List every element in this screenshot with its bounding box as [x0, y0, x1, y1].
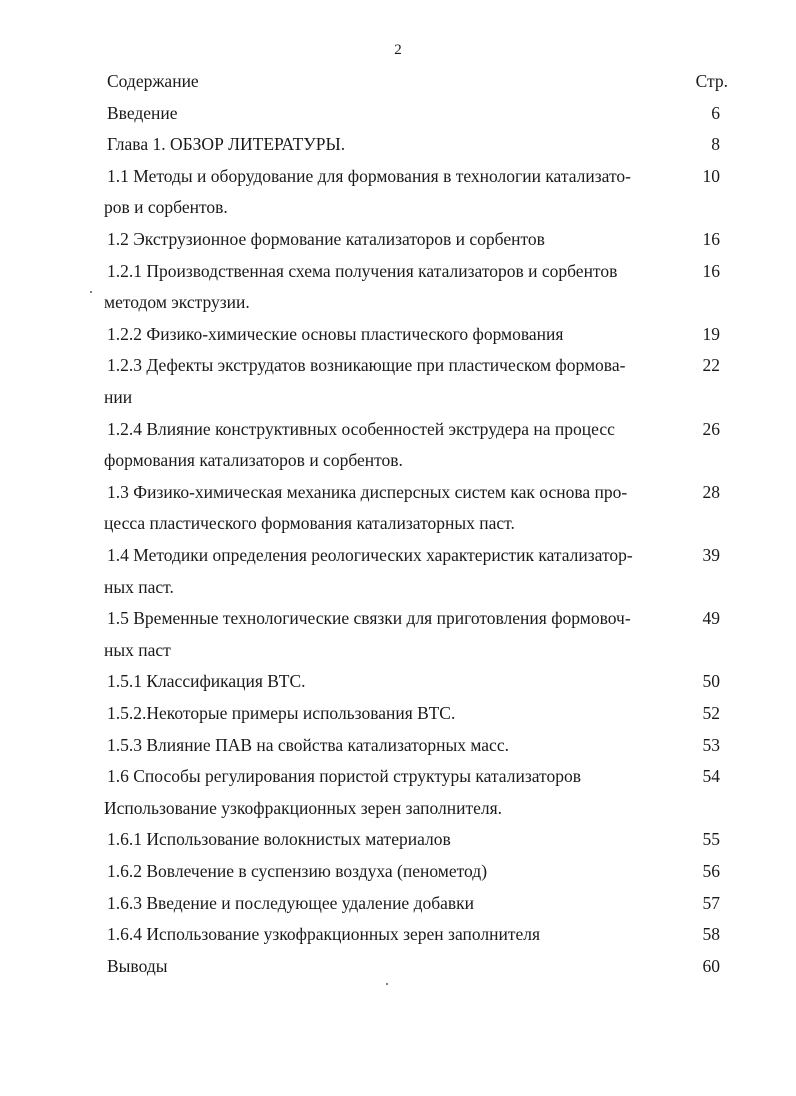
toc-entry-page: 10	[702, 165, 720, 186]
toc-entry-text: Использование узкофракционных зерен заполнителя.	[104, 797, 503, 818]
toc-entry-text: Глава 1. ОБЗОР ЛИТЕРАТУРЫ.	[107, 134, 346, 155]
toc-entry-text: 1.5.2.Некоторые примеры использования ВТС.	[107, 703, 456, 723]
toc-entry-text: Введение	[107, 102, 178, 123]
toc-entry-page: 22	[702, 355, 720, 376]
toc-entry-text: 1.2 Экструзионное формование катализаторов и сорбентов	[107, 229, 545, 249]
toc-entry-text: ных паст.	[104, 576, 174, 597]
toc-entry-text: 1.3 Физико-химическая механика дисперсных систем как основа про-	[107, 481, 628, 502]
toc-entry-page: 39	[702, 545, 720, 565]
toc-entry-text: формования катализаторов и сорбентов.	[104, 450, 403, 471]
toc-entry-text: 1.5.3 Влияние ПАВ на свойства катализаторных масс.	[107, 734, 509, 755]
toc-entry-text: 1.2.2 Физико-химические основы пластического формования	[107, 323, 564, 344]
toc-entry-page: 19	[702, 323, 720, 344]
toc-entry-page: 56	[702, 861, 720, 881]
toc-entry-page: 53	[702, 734, 720, 755]
toc-entry-page: 52	[702, 703, 720, 723]
toc-entry-text: цесса пластического формования катализаторных паст.	[104, 513, 515, 534]
toc-entry-page: 57	[702, 892, 720, 913]
toc-entry-text: 1.6.4 Использование узкофракционных зерен заполнителя	[107, 924, 541, 945]
toc-entry-text: 1.2.3 Дефекты экструдатов возникающие при пластическом формова-	[107, 355, 626, 376]
toc-entry-text: 1.6.3 Введение и последующее удаление добавки	[107, 892, 475, 913]
toc-entry-text: 1.2.4 Влияние конструктивных особенностей экструдера на процесс	[107, 418, 615, 439]
toc-entry-page: 16	[702, 260, 720, 281]
toc-entry-text: ных паст	[104, 639, 171, 660]
toc-entry-page: 60	[702, 955, 720, 976]
scan-speck	[90, 291, 92, 293]
toc-entry-page: 58	[702, 924, 720, 945]
scan-speck	[386, 983, 388, 985]
toc-entry-page: 16	[702, 229, 720, 249]
toc-entry-text: 1.5 Временные технологические связки для приготовления формовоч-	[107, 608, 631, 629]
toc-entry-page: 49	[702, 608, 720, 629]
toc-page-label: Стр.	[695, 71, 728, 91]
page-number: 2	[394, 42, 402, 58]
toc-entry-page: 28	[702, 481, 720, 502]
toc-entry-text: 1.6.2 Вовлечение в суспензию воздуха (пенометод)	[107, 861, 488, 881]
toc-entry-text: 1.1 Методы и оборудование для формования в технологии катализато-	[107, 165, 631, 186]
toc-entry-page: 54	[702, 766, 720, 787]
toc-entry-text: 1.6.1 Использование волокнистых материалов	[107, 829, 451, 850]
toc-entry-text: 1.5.1 Классификация ВТС.	[107, 671, 306, 692]
toc-entry-text: методом экструзии.	[104, 292, 250, 313]
toc-entry-text: 1.2.1 Производственная схема получения катализаторов и сорбентов	[107, 260, 618, 281]
toc-entry-page: 6	[711, 102, 720, 123]
toc-entry-page: 26	[702, 418, 720, 439]
toc-entry-text: нии	[104, 387, 133, 407]
toc-entry-page: 8	[711, 134, 720, 155]
toc-entry-text: Выводы	[107, 955, 168, 976]
toc-entry-text: 1.6 Способы регулирования пористой структуры катализаторов	[107, 766, 581, 787]
toc-entry-text: ров и сорбентов.	[104, 197, 228, 218]
toc-title: Содержание	[107, 71, 199, 91]
toc-entry-text: 1.4 Методики определения реологических характеристик катализатор-	[107, 545, 633, 565]
toc-entry-page: 50	[702, 671, 720, 692]
toc-entry-page: 55	[702, 829, 720, 850]
